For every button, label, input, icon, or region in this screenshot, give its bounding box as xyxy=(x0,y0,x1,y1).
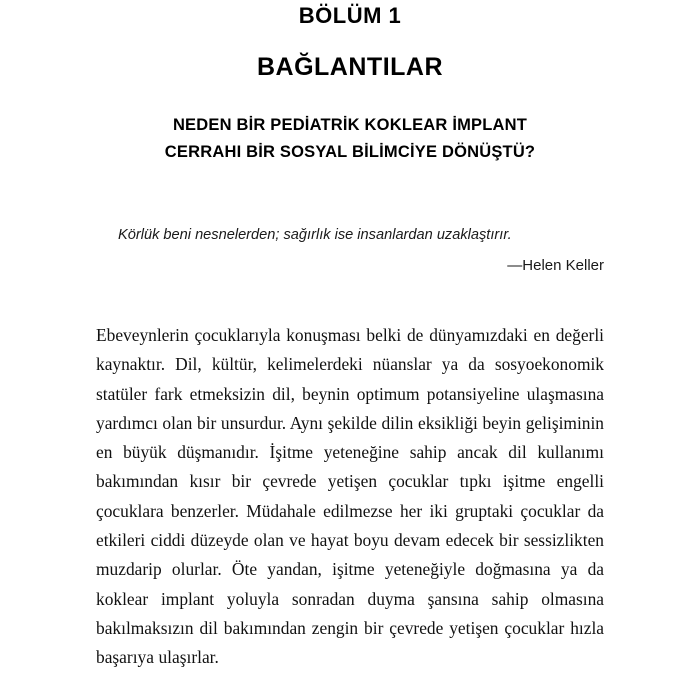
epigraph-attribution: —Helen Keller xyxy=(507,257,604,274)
chapter-subtitle xyxy=(96,82,604,166)
epigraph xyxy=(96,166,604,277)
chapter-title: BAĞLANTILAR xyxy=(256,53,444,81)
paragraph: Ebeveynlerin çocuklarıyla konuşması belki de dünyamızdaki en değerli kaynaktır. Dil, kültür, kelimelerdeki nüanslar ya da sosyoekonomik statüler fark etmeksizin dil, beynin optimum potansiyeline ulaşmasına yardımcı olan bir unsurdur. Aynı şekilde dilin eksikliği beyin gelişiminin en büyük düşmanıdır. İşitme yeteneğine sahip ancak dil kullanımı bakımından kısır bir çevrede yetişen çocuklar tıpkı işitme engelli çocuklara benzerler. Müdahale edilmezse her iki gruptaki çocuklar da etkileri ciddi düzeyde olan ve hayat boyu devam edecek bir sessizlikten muzdarip olurlar. Öte yandan, işitme yeteneğiyle doğmasına ya da koklear implant yoluyla sonradan duyma şansına sahip olmasına bakılmaksızın dil bakımından zengin bir çevrede yetişen çocuklar hızla başarıya ulaşırlar. xyxy=(96,325,604,668)
chapter-number: BÖLÜM 1 xyxy=(298,3,402,28)
epigraph-quote: Körlük beni nesnelerden; sağırlık ise insanlardan uzaklaştırır. xyxy=(118,227,512,243)
chapter-subtitle-line-2: CERRAHI BİR SOSYAL BİLİMCİYE DÖNÜŞTÜ? xyxy=(164,143,536,161)
body-copy xyxy=(96,277,604,673)
chapter-subtitle-line-1: NEDEN BİR PEDİATRİK KOKLEAR İMPLANT xyxy=(172,116,528,134)
